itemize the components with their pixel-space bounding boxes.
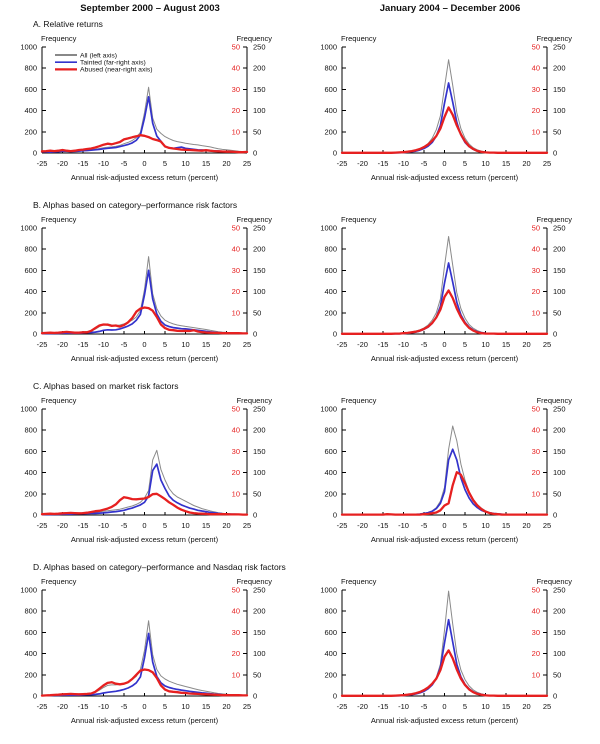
left-axis-tick-label: 400 — [24, 106, 37, 116]
left-axis-tick-label: 0 — [32, 691, 37, 701]
chart-a-right — [300, 31, 600, 189]
near-right-axis-tick-label: 30 — [231, 446, 240, 456]
legend-label-abused: Abused (near-right axis) — [80, 66, 153, 74]
far-right-axis-tick-label: 250 — [553, 585, 566, 595]
x-axis-tick-label: 20 — [522, 340, 531, 349]
left-axis-tick-label: 1000 — [20, 585, 37, 595]
right-axis-title: Frequency — [236, 577, 272, 586]
near-right-axis-tick-label: 50 — [231, 223, 240, 233]
left-axis-tick-label: 0 — [32, 148, 37, 158]
x-axis-tick-label: -15 — [77, 521, 89, 530]
left-axis-title: Frequency — [41, 215, 77, 224]
x-axis-tick-label: -25 — [36, 521, 48, 530]
far-right-axis-tick-label: 50 — [253, 670, 262, 680]
x-axis-tick-label: 10 — [181, 702, 190, 711]
x-axis-tick-label: 5 — [162, 340, 168, 349]
right-axis-title: Frequency — [536, 396, 572, 405]
far-right-axis-tick-label: 0 — [253, 148, 258, 158]
x-axis-tick-label: 20 — [222, 702, 231, 711]
left-axis-tick-label: 200 — [24, 308, 37, 318]
far-right-axis-tick-label: 150 — [553, 446, 566, 456]
x-axis-tick-label: -5 — [420, 340, 428, 349]
x-axis-tick-label: 0 — [442, 159, 447, 168]
chart-b-right — [300, 212, 600, 370]
series-line-all — [342, 426, 547, 515]
far-right-axis-tick-label: 150 — [553, 265, 566, 275]
right-axis-title: Frequency — [536, 215, 572, 224]
far-right-axis-tick-label: 0 — [553, 510, 558, 520]
far-right-axis-tick-label: 250 — [253, 42, 266, 52]
legend-label-tainted: Tainted (far-right axis) — [80, 59, 146, 67]
far-right-axis-tick-label: 50 — [553, 489, 562, 499]
x-axis-tick-label: 5 — [462, 159, 468, 168]
x-axis-tick-label: -10 — [98, 702, 109, 711]
far-right-axis-tick-label: 200 — [253, 63, 266, 73]
series-line-abused — [42, 494, 247, 515]
far-right-axis-tick-label: 0 — [553, 148, 558, 158]
left-axis-tick-label: 200 — [324, 670, 337, 680]
far-right-axis-tick-label: 250 — [553, 223, 566, 233]
near-right-axis-tick-label: 50 — [531, 223, 540, 233]
left-axis-tick-label: 600 — [24, 84, 37, 94]
x-axis-tick-label: 0 — [442, 340, 447, 349]
near-right-axis-tick-label: 10 — [231, 670, 240, 680]
left-axis-tick-label: 200 — [24, 127, 37, 137]
x-axis-title: Annual risk-adjusted excess return (percent) — [70, 716, 219, 725]
x-axis-tick-label: -25 — [336, 340, 348, 349]
series-line-abused — [342, 291, 547, 334]
far-right-axis-tick-label: 200 — [553, 63, 566, 73]
x-axis-tick-label: 0 — [442, 702, 447, 711]
x-axis-tick-label: -5 — [120, 340, 128, 349]
left-axis-tick-label: 600 — [24, 627, 37, 637]
panel-row-c — [0, 381, 600, 562]
left-axis-tick-label: 400 — [324, 287, 337, 297]
left-axis-tick-label: 200 — [324, 308, 337, 318]
series-line-tainted — [42, 270, 247, 333]
x-axis-tick-label: 15 — [501, 521, 511, 530]
panel-label-b: B. Alphas based on category–performance risk factors — [33, 200, 238, 210]
left-axis-tick-label: 600 — [324, 265, 337, 275]
near-right-axis-tick-label: 20 — [531, 287, 540, 297]
x-axis-tick-label: 25 — [542, 702, 552, 711]
x-axis-tick-label: 20 — [522, 521, 531, 530]
x-axis-tick-label: 5 — [162, 159, 168, 168]
chart-c-left — [0, 393, 300, 551]
near-right-axis-tick-label: 50 — [231, 585, 240, 595]
column-title-right: January 2004 – December 2006 — [379, 3, 521, 14]
far-right-axis-tick-label: 200 — [253, 244, 266, 254]
far-right-axis-tick-label: 250 — [253, 404, 266, 414]
left-axis-tick-label: 800 — [24, 244, 37, 254]
panel-row-a — [0, 19, 600, 200]
x-axis-tick-label: 25 — [542, 159, 552, 168]
chart-c-right — [300, 393, 600, 551]
far-right-axis-tick-label: 250 — [553, 42, 566, 52]
x-axis-tick-label: -10 — [398, 340, 409, 349]
series-line-abused — [342, 107, 547, 152]
x-axis-tick-label: 20 — [522, 702, 531, 711]
near-right-axis-tick-label: 10 — [531, 489, 540, 499]
x-axis-tick-label: 25 — [542, 340, 552, 349]
far-right-axis-tick-label: 150 — [553, 627, 566, 637]
near-right-axis-tick-label: 10 — [531, 670, 540, 680]
near-right-axis-tick-label: 20 — [231, 649, 240, 659]
far-right-axis-tick-label: 250 — [253, 223, 266, 233]
panel-label-a: A. Relative returns — [33, 19, 103, 29]
near-right-axis-tick-label: 40 — [531, 425, 540, 435]
left-axis-tick-label: 400 — [24, 468, 37, 478]
x-axis-tick-label: -15 — [77, 340, 89, 349]
x-axis-tick-label: 15 — [201, 340, 211, 349]
x-axis-tick-label: -15 — [377, 159, 389, 168]
left-axis-tick-label: 1000 — [320, 223, 337, 233]
near-right-axis-tick-label: 40 — [531, 244, 540, 254]
x-axis-tick-label: -15 — [377, 521, 389, 530]
near-right-axis-tick-label: 20 — [531, 649, 540, 659]
right-axis-title: Frequency — [536, 34, 572, 43]
far-right-axis-tick-label: 150 — [253, 265, 266, 275]
left-axis-tick-label: 400 — [24, 287, 37, 297]
far-right-axis-tick-label: 50 — [553, 670, 562, 680]
left-axis-tick-label: 0 — [332, 329, 337, 339]
left-axis-tick-label: 800 — [24, 63, 37, 73]
x-axis-tick-label: -20 — [57, 702, 68, 711]
left-axis-tick-label: 0 — [332, 691, 337, 701]
left-axis-tick-label: 200 — [324, 489, 337, 499]
far-right-axis-tick-label: 50 — [253, 127, 262, 137]
far-right-axis-tick-label: 0 — [253, 691, 258, 701]
x-axis-tick-label: 10 — [181, 521, 190, 530]
left-axis-tick-label: 400 — [24, 649, 37, 659]
x-axis-tick-label: 10 — [181, 340, 190, 349]
x-axis-tick-label: -15 — [77, 159, 89, 168]
x-axis-tick-label: 15 — [201, 521, 211, 530]
x-axis-tick-label: -10 — [98, 340, 109, 349]
far-right-axis-tick-label: 50 — [253, 489, 262, 499]
series-line-abused — [42, 135, 247, 152]
far-right-axis-tick-label: 0 — [253, 510, 258, 520]
x-axis-tick-label: -25 — [336, 159, 348, 168]
far-right-axis-tick-label: 50 — [253, 308, 262, 318]
x-axis-tick-label: -25 — [36, 702, 48, 711]
left-axis-tick-label: 200 — [324, 127, 337, 137]
x-axis-tick-label: -10 — [398, 159, 409, 168]
x-axis-tick-label: 25 — [242, 340, 252, 349]
left-axis-tick-label: 0 — [332, 510, 337, 520]
far-right-axis-tick-label: 0 — [253, 329, 258, 339]
left-axis-tick-label: 1000 — [320, 404, 337, 414]
near-right-axis-tick-label: 40 — [231, 425, 240, 435]
left-axis-tick-label: 400 — [324, 649, 337, 659]
near-right-axis-tick-label: 10 — [231, 127, 240, 137]
x-axis-tick-label: 5 — [162, 521, 168, 530]
left-axis-tick-label: 200 — [24, 489, 37, 499]
near-right-axis-tick-label: 50 — [231, 404, 240, 414]
near-right-axis-tick-label: 30 — [531, 627, 540, 637]
x-axis-title: Annual risk-adjusted excess return (percent) — [70, 173, 219, 182]
near-right-axis-tick-label: 50 — [531, 585, 540, 595]
x-axis-tick-label: 10 — [481, 521, 490, 530]
x-axis-tick-label: 20 — [222, 340, 231, 349]
left-axis-tick-label: 1000 — [320, 585, 337, 595]
x-axis-tick-label: 25 — [242, 702, 252, 711]
left-axis-tick-label: 800 — [24, 606, 37, 616]
x-axis-tick-label: -15 — [377, 340, 389, 349]
left-axis-title: Frequency — [41, 396, 77, 405]
x-axis-tick-label: -20 — [357, 159, 368, 168]
x-axis-tick-label: 25 — [242, 521, 252, 530]
near-right-axis-tick-label: 20 — [531, 106, 540, 116]
near-right-axis-tick-label: 50 — [531, 42, 540, 52]
left-axis-tick-label: 600 — [24, 265, 37, 275]
near-right-axis-tick-label: 40 — [531, 63, 540, 73]
x-axis-tick-label: -10 — [98, 521, 109, 530]
far-right-axis-tick-label: 100 — [553, 287, 566, 297]
left-axis-tick-label: 1000 — [320, 42, 337, 52]
x-axis-tick-label: 10 — [181, 159, 190, 168]
far-right-axis-tick-label: 0 — [553, 329, 558, 339]
far-right-axis-tick-label: 150 — [253, 627, 266, 637]
x-axis-tick-label: 5 — [162, 702, 168, 711]
x-axis-tick-label: -5 — [120, 702, 128, 711]
x-axis-tick-label: -25 — [36, 340, 48, 349]
near-right-axis-tick-label: 40 — [531, 606, 540, 616]
x-axis-tick-label: -10 — [398, 521, 409, 530]
x-axis-tick-label: 10 — [481, 159, 490, 168]
left-axis-tick-label: 200 — [24, 670, 37, 680]
far-right-axis-tick-label: 200 — [253, 606, 266, 616]
far-right-axis-tick-label: 200 — [553, 244, 566, 254]
left-axis-tick-label: 0 — [332, 148, 337, 158]
left-axis-tick-label: 0 — [32, 329, 37, 339]
far-right-axis-tick-label: 100 — [253, 468, 266, 478]
x-axis-tick-label: 0 — [142, 702, 147, 711]
far-right-axis-tick-label: 50 — [553, 308, 562, 318]
series-line-abused — [42, 670, 247, 696]
left-axis-tick-label: 400 — [324, 106, 337, 116]
x-axis-tick-label: -20 — [357, 340, 368, 349]
x-axis-tick-label: 25 — [542, 521, 552, 530]
left-axis-title: Frequency — [341, 577, 377, 586]
x-axis-tick-label: -20 — [57, 521, 68, 530]
far-right-axis-tick-label: 100 — [253, 106, 266, 116]
left-axis-title: Frequency — [341, 396, 377, 405]
near-right-axis-tick-label: 30 — [231, 265, 240, 275]
x-axis-tick-label: 0 — [142, 159, 147, 168]
column-title-left: September 2000 – August 2003 — [80, 3, 220, 14]
left-axis-tick-label: 600 — [324, 446, 337, 456]
left-axis-tick-label: 800 — [324, 606, 337, 616]
x-axis-tick-label: 5 — [462, 340, 468, 349]
x-axis-tick-label: 15 — [201, 702, 211, 711]
x-axis-title: Annual risk-adjusted excess return (percent) — [70, 354, 219, 363]
x-axis-tick-label: 0 — [142, 340, 147, 349]
near-right-axis-tick-label: 30 — [531, 84, 540, 94]
right-axis-title: Frequency — [236, 396, 272, 405]
far-right-axis-tick-label: 200 — [253, 425, 266, 435]
x-axis-tick-label: -5 — [420, 521, 428, 530]
far-right-axis-tick-label: 100 — [553, 468, 566, 478]
x-axis-tick-label: -20 — [357, 521, 368, 530]
x-axis-tick-label: -15 — [377, 702, 389, 711]
x-axis-title: Annual risk-adjusted excess return (percent) — [370, 716, 519, 725]
x-axis-tick-label: -20 — [57, 340, 68, 349]
left-axis-tick-label: 1000 — [20, 223, 37, 233]
far-right-axis-tick-label: 150 — [253, 84, 266, 94]
chart-a-left — [0, 31, 300, 189]
left-axis-tick-label: 800 — [324, 244, 337, 254]
x-axis-tick-label: 15 — [501, 159, 511, 168]
near-right-axis-tick-label: 20 — [231, 106, 240, 116]
chart-d-right — [300, 574, 600, 732]
far-right-axis-tick-label: 100 — [253, 287, 266, 297]
x-axis-tick-label: 5 — [462, 702, 468, 711]
far-right-axis-tick-label: 100 — [553, 106, 566, 116]
left-axis-title: Frequency — [341, 34, 377, 43]
x-axis-title: Annual risk-adjusted excess return (percent) — [370, 535, 519, 544]
near-right-axis-tick-label: 30 — [531, 446, 540, 456]
x-axis-title: Annual risk-adjusted excess return (percent) — [370, 173, 519, 182]
series-line-tainted — [42, 97, 247, 152]
far-right-axis-tick-label: 250 — [553, 404, 566, 414]
near-right-axis-tick-label: 20 — [231, 468, 240, 478]
far-right-axis-tick-label: 200 — [553, 606, 566, 616]
x-axis-tick-label: -25 — [336, 521, 348, 530]
near-right-axis-tick-label: 10 — [231, 489, 240, 499]
x-axis-tick-label: 15 — [201, 159, 211, 168]
x-axis-tick-label: 10 — [481, 702, 490, 711]
x-axis-tick-label: 25 — [242, 159, 252, 168]
x-axis-tick-label: -10 — [98, 159, 109, 168]
left-axis-tick-label: 800 — [324, 63, 337, 73]
x-axis-title: Annual risk-adjusted excess return (percent) — [370, 354, 519, 363]
chart-b-left — [0, 212, 300, 370]
near-right-axis-tick-label: 40 — [231, 244, 240, 254]
chart-d-left — [0, 574, 300, 732]
left-axis-tick-label: 800 — [324, 425, 337, 435]
near-right-axis-tick-label: 50 — [231, 42, 240, 52]
x-axis-title: Annual risk-adjusted excess return (percent) — [70, 535, 219, 544]
x-axis-tick-label: 15 — [501, 702, 511, 711]
x-axis-tick-label: 20 — [222, 521, 231, 530]
near-right-axis-tick-label: 30 — [231, 627, 240, 637]
near-right-axis-tick-label: 30 — [531, 265, 540, 275]
x-axis-tick-label: -5 — [420, 702, 428, 711]
x-axis-tick-label: 20 — [522, 159, 531, 168]
series-line-abused — [42, 308, 247, 334]
near-right-axis-tick-label: 40 — [231, 63, 240, 73]
series-line-all — [42, 450, 247, 514]
near-right-axis-tick-label: 10 — [231, 308, 240, 318]
far-right-axis-tick-label: 150 — [553, 84, 566, 94]
x-axis-tick-label: 0 — [142, 521, 147, 530]
legend-label-all: All (left axis) — [80, 52, 118, 60]
near-right-axis-tick-label: 40 — [231, 606, 240, 616]
near-right-axis-tick-label: 10 — [531, 127, 540, 137]
near-right-axis-tick-label: 20 — [531, 468, 540, 478]
far-right-axis-tick-label: 50 — [553, 127, 562, 137]
x-axis-tick-label: -10 — [398, 702, 409, 711]
left-axis-tick-label: 600 — [324, 627, 337, 637]
near-right-axis-tick-label: 50 — [531, 404, 540, 414]
series-line-abused — [342, 650, 547, 695]
left-axis-title: Frequency — [41, 577, 77, 586]
left-axis-tick-label: 600 — [324, 84, 337, 94]
x-axis-tick-label: 15 — [501, 340, 511, 349]
left-axis-title: Frequency — [341, 215, 377, 224]
left-axis-tick-label: 1000 — [20, 42, 37, 52]
right-axis-title: Frequency — [536, 577, 572, 586]
left-axis-tick-label: 400 — [324, 468, 337, 478]
series-line-tainted — [42, 464, 247, 514]
left-axis-tick-label: 600 — [24, 446, 37, 456]
x-axis-tick-label: -20 — [357, 702, 368, 711]
series-line-tainted — [42, 634, 247, 696]
panel-label-d: D. Alphas based on category–performance and Nasdaq risk factors — [33, 562, 286, 572]
panel-row-d — [0, 562, 600, 743]
near-right-axis-tick-label: 30 — [231, 84, 240, 94]
far-right-axis-tick-label: 100 — [253, 649, 266, 659]
left-axis-tick-label: 1000 — [20, 404, 37, 414]
x-axis-tick-label: 10 — [481, 340, 490, 349]
x-axis-tick-label: -5 — [120, 159, 128, 168]
x-axis-tick-label: -15 — [77, 702, 89, 711]
x-axis-tick-label: -5 — [420, 159, 428, 168]
x-axis-tick-label: 5 — [462, 521, 468, 530]
near-right-axis-tick-label: 10 — [531, 308, 540, 318]
x-axis-tick-label: -25 — [336, 702, 348, 711]
far-right-axis-tick-label: 200 — [553, 425, 566, 435]
near-right-axis-tick-label: 20 — [231, 287, 240, 297]
right-axis-title: Frequency — [236, 34, 272, 43]
x-axis-tick-label: -5 — [120, 521, 128, 530]
left-axis-title: Frequency — [41, 34, 77, 43]
right-axis-title: Frequency — [236, 215, 272, 224]
far-right-axis-tick-label: 150 — [253, 446, 266, 456]
far-right-axis-tick-label: 0 — [553, 691, 558, 701]
panel-row-b — [0, 200, 600, 381]
panel-label-c: C. Alphas based on market risk factors — [33, 381, 179, 391]
x-axis-tick-label: -20 — [57, 159, 68, 168]
x-axis-tick-label: 0 — [442, 521, 447, 530]
left-axis-tick-label: 0 — [32, 510, 37, 520]
x-axis-tick-label: -25 — [36, 159, 48, 168]
far-right-axis-tick-label: 100 — [553, 649, 566, 659]
far-right-axis-tick-label: 250 — [253, 585, 266, 595]
left-axis-tick-label: 800 — [24, 425, 37, 435]
x-axis-tick-label: 20 — [222, 159, 231, 168]
